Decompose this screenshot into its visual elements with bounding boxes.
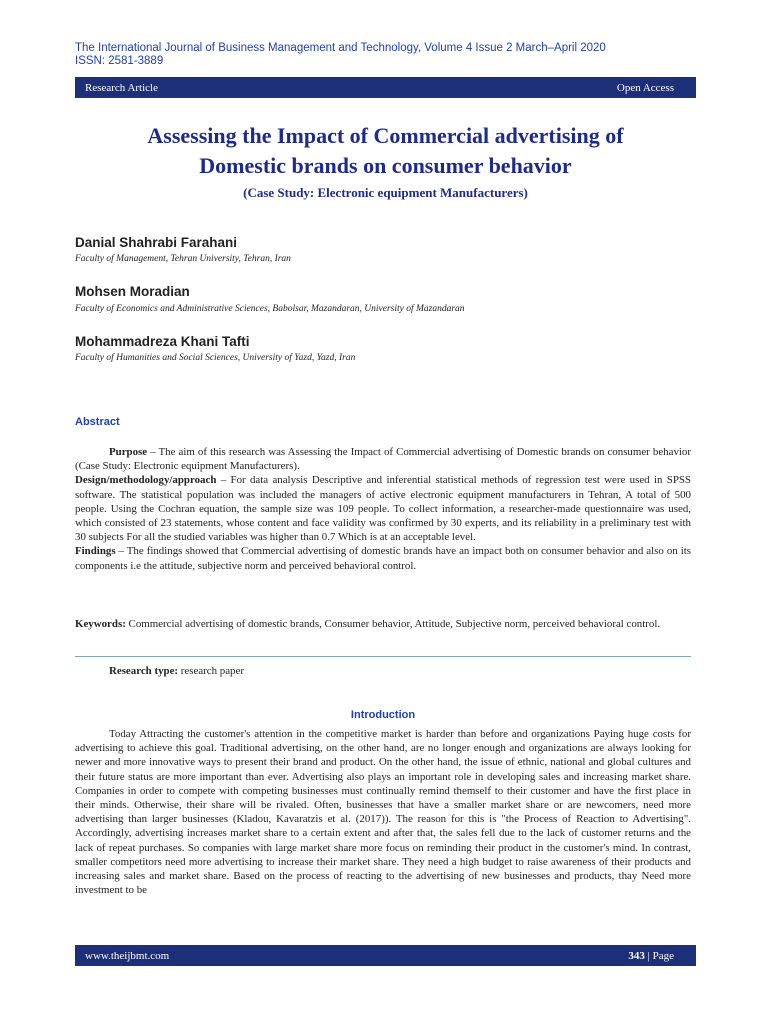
abstract-heading: Abstract — [75, 416, 120, 428]
keywords — [75, 617, 691, 631]
findings-text: – The findings showed that Commercial advertising of domestic brands have an impact both on consumer behavior and also on its components i.e the attitude, subjective norm and perceived behavioral control. — [75, 545, 691, 572]
author-name: Danial Shahrabi Farahani — [75, 235, 238, 250]
author-affiliation: Faculty of Humanities and Social Sciences, University of Yazd, Yazd, Iran — [75, 353, 356, 363]
page-indicator — [628, 950, 674, 962]
open-access-label: Open Access — [616, 81, 674, 94]
keywords-text: Commercial advertising of domestic brands, Consumer behavior, Attitude, Subjective norm, perceived behavioral control. — [125, 618, 661, 630]
title-line-2: Domestic brands on consumer behavior — [199, 153, 572, 178]
article-type-label: Research Article — [85, 81, 158, 94]
journal-url: www.theijbmt.com — [85, 949, 170, 962]
purpose-text: – The aim of this research was Assessing the Impact of Commercial advertising of Domestic brands on consumer behavior (Case Study: Electronic equipment Manufacturers). — [75, 446, 691, 473]
paper-subtitle: (Case Study: Electronic equipment Manufacturers) — [243, 185, 528, 200]
design-label: Design/methodology/approach — [75, 474, 217, 487]
page-number: 343 — [628, 949, 645, 962]
design-text: – For data analysis Descriptive and inferential statistical methods of regression test were used in SPSS software. The statistical population was included the managers of active electronic equipment manufacturers in Tehran, A total of 500 people. Using the Cochran equation, the sample size was 109 people. To collect information, a researcher-made questionnaire was used, which consisted of 23 statements, whose content and face validity was confirmed by 30 experts, and its reliability in a preliminary test with 30 subjects For all the studied variables was higher than 0.7 Which is at an acceptable level. — [75, 474, 691, 544]
research-type-text: research paper — [178, 665, 244, 677]
author-affiliation: Faculty of Management, Tehran University, Tehran, Iran — [75, 254, 291, 264]
keywords-label: Keywords: — [75, 618, 126, 630]
paper-title — [75, 121, 696, 181]
journal-header — [75, 42, 606, 68]
page-footer — [75, 945, 696, 966]
findings-label: Findings — [75, 545, 116, 558]
page-label: | Page — [644, 949, 674, 962]
introduction-heading: Introduction — [350, 709, 416, 721]
journal-citation: The International Journal of Business Management and Technology, Volume 4 Issue 2 March–April 2020 — [75, 42, 606, 54]
divider — [75, 656, 691, 657]
author-name: Mohsen Moradian — [75, 284, 190, 299]
research-type-label: Research type: — [109, 665, 179, 677]
introduction-body: Today Attracting the customer's attention in the competitive market is harder than before and organizations Paying huge costs for advertising to achieve this goal. Traditional advertising, on the other hand, are no longer enough and organizations are always looking for newer and more innovative ways to present their brand and product. On the other hand, the issue of ethnic, national and global cultures and their future status are more important than ever. Advertising also plays an important role in developing sales and increasing market share. Companies in order to compete with competing businesses must continually remind themself to their customer and have the first place in their minds. Otherwise, their share will be rivaled. Often, businesses that have a smaller market share or are newcomers, need more advertising than larger businesses (Kladou, Kavaratzis et al. (2017)). The reason for this is "the Process of Reaction to Advertising". Accordingly, advertising increases market share to a certain extent and after that, the sales fell due to the lack of customer returns and the lack of repeat purchases. So companies with large market share more focus on reminding their product in the customer's mind. In contrast, smaller competitors need more advertising to increase their market share. They need a high budget to raise awareness of their products and increasing sales and market share. Based on the process of reacting to the advertising of new businesses and products, thay Need more investment to be — [75, 728, 691, 897]
article-type-bar — [75, 77, 696, 98]
research-type — [75, 664, 691, 678]
author-name: Mohammadreza Khani Tafti — [75, 334, 250, 349]
journal-issn: ISSN: 2581-3889 — [75, 55, 164, 67]
abstract-body — [75, 445, 691, 573]
title-line-1: Assessing the Impact of Commercial advertising of — [147, 123, 624, 148]
purpose-label: Purpose — [109, 446, 148, 458]
author-affiliation: Faculty of Economics and Administrative Sciences, Babolsar, Mazandaran, University of Mazandaran — [75, 304, 465, 314]
